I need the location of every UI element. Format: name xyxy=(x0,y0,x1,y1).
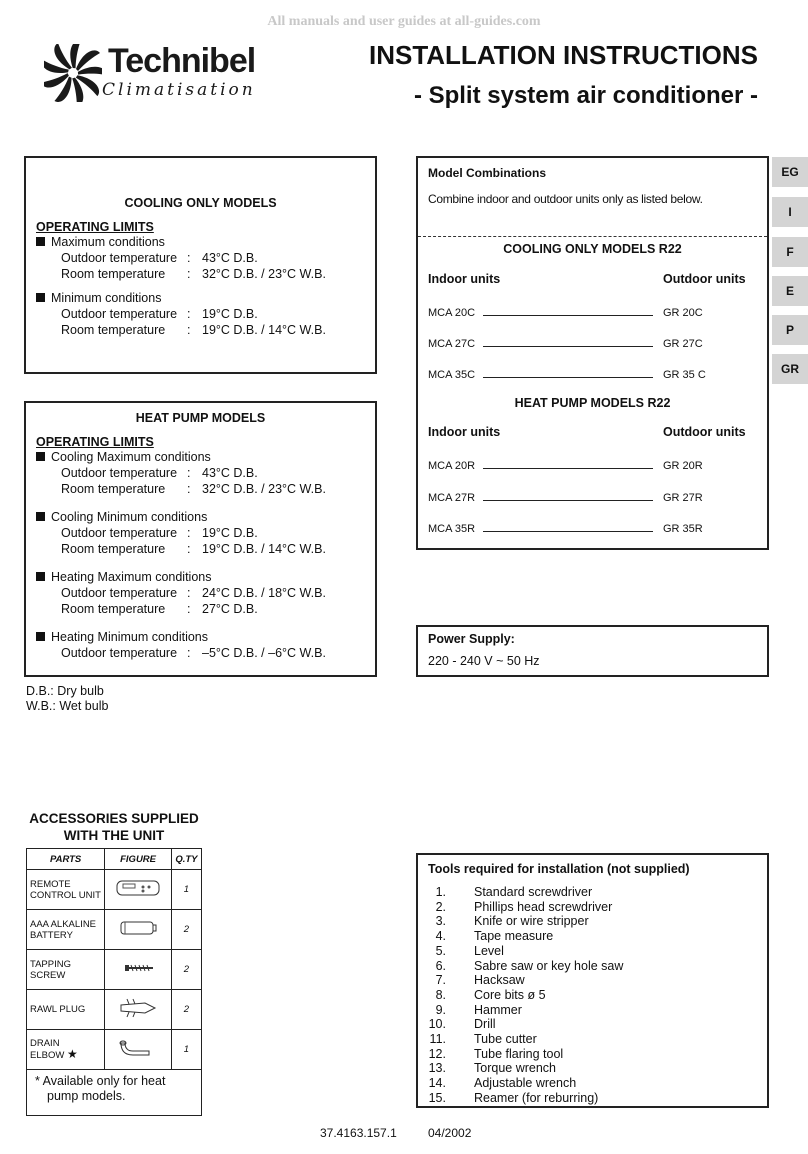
heat-cmax-title: Cooling Maximum conditions xyxy=(51,450,211,464)
indoor-unit: MCA 27C xyxy=(428,338,476,350)
table-row xyxy=(27,950,202,990)
table-row xyxy=(27,910,202,950)
accessories-title xyxy=(26,810,202,844)
outdoor-header: Outdoor units xyxy=(663,272,746,286)
cooling-min-room-label: Room temperature xyxy=(61,323,166,337)
tool-number: 5. xyxy=(435,943,446,958)
heat-cmax-room-value: 32°C D.B. / 23°C W.B. xyxy=(202,482,326,496)
heat-pump-box xyxy=(24,401,377,677)
tool-number: 11. xyxy=(429,1032,446,1046)
cooling-max-title: Maximum conditions xyxy=(51,235,165,249)
tool-name: Drill xyxy=(474,1017,496,1032)
brand-name: Technibel xyxy=(108,42,256,80)
tool-number: 12. xyxy=(428,1046,446,1061)
tab-e[interactable]: E xyxy=(772,276,808,306)
part-name-line1: TAPPING xyxy=(30,958,71,970)
tool-name: Torque wrench xyxy=(474,1061,556,1076)
heat-hmin-outdoor-value: –5°C D.B. / –6°C W.B. xyxy=(202,646,326,660)
qty-value: 1 xyxy=(171,1030,201,1070)
tool-name: Hammer xyxy=(474,1002,522,1017)
heat-hmax-room-value: 27°C D.B. xyxy=(202,602,258,616)
tab-p[interactable]: P xyxy=(772,315,808,345)
remote-control-icon xyxy=(105,870,172,910)
drain-elbow-icon xyxy=(105,1030,172,1070)
power-supply-box xyxy=(416,625,769,677)
outdoor-header: Outdoor units xyxy=(663,425,746,439)
tools-box xyxy=(416,853,769,1108)
document-date: 04/2002 xyxy=(428,1126,472,1140)
tab-gr[interactable]: GR xyxy=(772,354,808,384)
part-name-line1: DRAIN xyxy=(30,1038,60,1049)
tool-number: 7. xyxy=(435,973,446,988)
footnote-row xyxy=(27,1070,202,1116)
tool-name: Knife or wire stripper xyxy=(474,914,589,929)
combination-row xyxy=(428,522,758,536)
brand-subtitle: Climatisation xyxy=(102,80,256,100)
bullet-square-icon xyxy=(36,632,45,641)
tab-i[interactable]: I xyxy=(772,197,808,227)
combination-row xyxy=(428,306,758,320)
qty-value: 2 xyxy=(171,910,201,950)
part-name-line1: RAWL PLUG xyxy=(30,1004,86,1015)
combination-row xyxy=(428,491,758,505)
tool-number: 4. xyxy=(435,929,446,944)
heat-hmin-title: Heating Minimum conditions xyxy=(51,630,209,644)
connector-line xyxy=(483,346,653,347)
tool-name: Adjustable wrench xyxy=(474,1076,577,1091)
connector-line xyxy=(483,315,653,316)
colon: : xyxy=(187,542,191,556)
document-code: 37.4163.157.1 xyxy=(320,1126,397,1140)
tools-title: Tools required for installation (not supplied) xyxy=(428,862,690,876)
heat-cmin-outdoor-label: Outdoor temperature xyxy=(61,526,178,540)
colon: : xyxy=(187,646,191,660)
tool-name: Tape measure xyxy=(474,929,554,944)
heat-hmax-outdoor-label: Outdoor temperature xyxy=(61,586,178,600)
table-header-row xyxy=(27,849,202,870)
colon: : xyxy=(187,602,191,616)
heat-cmax-room-label: Room temperature xyxy=(61,482,166,496)
outdoor-unit: GR 20C xyxy=(663,307,703,319)
tool-number: 14. xyxy=(428,1076,446,1091)
bullet-square-icon xyxy=(36,572,45,581)
star-icon: ★ xyxy=(66,1047,78,1061)
tab-f[interactable]: F xyxy=(772,237,808,267)
indoor-unit: MCA 35R xyxy=(428,523,476,535)
cooling-max-room-label: Room temperature xyxy=(61,267,166,281)
heat-cmin-room-value: 19°C D.B. / 14°C W.B. xyxy=(202,542,326,556)
tab-eg[interactable]: EG xyxy=(772,157,808,187)
accessories-footnote xyxy=(27,1070,202,1116)
accessories-table xyxy=(26,848,202,1116)
cooling-limits-title: OPERATING LIMITS xyxy=(36,220,154,234)
cooling-min-title: Minimum conditions xyxy=(51,291,162,305)
colon: : xyxy=(187,323,191,337)
heat-hmin-outdoor-label: Outdoor temperature xyxy=(61,646,178,660)
qty-value: 2 xyxy=(171,990,201,1030)
outdoor-unit: GR 27R xyxy=(663,492,703,504)
dashed-divider xyxy=(418,236,767,237)
tool-number: 13. xyxy=(428,1061,446,1076)
footnote-line1: * Available only for heat xyxy=(35,1074,166,1088)
bullet-square-icon xyxy=(36,293,45,302)
model-combinations-note: Combine indoor and outdoor units only as listed below. xyxy=(428,192,703,206)
page-subtitle: - Split system air conditioner - xyxy=(413,82,758,109)
parts-header: PARTS xyxy=(27,849,105,870)
heat-cmin-title: Cooling Minimum conditions xyxy=(51,510,208,524)
indoor-header: Indoor units xyxy=(428,272,501,286)
accessories-title-line2: WITH THE UNIT xyxy=(63,828,165,843)
power-value: 220 - 240 V ~ 50 Hz xyxy=(428,654,540,668)
legend-wb: W.B.: Wet bulb xyxy=(26,699,109,713)
page-title: INSTALLATION INSTRUCTIONS xyxy=(368,40,758,70)
part-name xyxy=(27,950,105,990)
colon: : xyxy=(187,251,191,265)
tool-number: 3. xyxy=(435,914,446,929)
cooling-min-outdoor-label: Outdoor temperature xyxy=(61,307,178,321)
screw-icon xyxy=(105,950,172,990)
cooling-r22-title: COOLING ONLY MODELS R22 xyxy=(503,242,682,256)
tool-name: Phillips head screwdriver xyxy=(474,899,613,914)
combination-row xyxy=(428,459,758,473)
heat-cmin-room-label: Room temperature xyxy=(61,542,166,556)
figure-header: FIGURE xyxy=(105,849,172,870)
tool-name: Hacksaw xyxy=(474,973,525,988)
tool-number: 2. xyxy=(435,899,446,914)
part-name-line2: BATTERY xyxy=(30,929,73,941)
heat-limits-title: OPERATING LIMITS xyxy=(36,435,154,449)
footnote-line2: pump models. xyxy=(47,1089,126,1103)
accessories-title-line1: ACCESSORIES SUPPLIED xyxy=(29,811,199,826)
table-row xyxy=(27,870,202,910)
model-combinations-box xyxy=(416,156,769,550)
indoor-header: Indoor units xyxy=(428,425,501,439)
colon: : xyxy=(187,466,191,480)
connector-line xyxy=(483,468,653,469)
cooling-min-outdoor-value: 19°C D.B. xyxy=(202,307,258,321)
technibel-logo-icon xyxy=(44,44,102,102)
table-row xyxy=(27,1030,202,1070)
cooling-max-outdoor-label: Outdoor temperature xyxy=(61,251,178,265)
bullet-square-icon xyxy=(36,237,45,246)
heat-hmax-room-label: Room temperature xyxy=(61,602,166,616)
part-name-line1: REMOTE xyxy=(30,878,71,890)
qty-header: Q.TY xyxy=(171,849,201,870)
heat-box-title: HEAT PUMP MODELS xyxy=(135,411,266,425)
legend-db: D.B.: Dry bulb xyxy=(26,684,104,698)
tool-number: 10. xyxy=(428,1017,446,1032)
qty-value: 2 xyxy=(171,950,201,990)
indoor-unit: MCA 20R xyxy=(428,460,476,472)
heat-hmax-title: Heating Maximum conditions xyxy=(51,570,212,584)
colon: : xyxy=(187,267,191,281)
outdoor-unit: GR 20R xyxy=(663,460,703,472)
heat-cmax-outdoor-value: 43°C D.B. xyxy=(202,466,258,480)
connector-line xyxy=(483,377,653,378)
tool-name: Core bits ø 5 xyxy=(474,987,546,1002)
heat-cmax-outdoor-label: Outdoor temperature xyxy=(61,466,178,480)
model-combinations-title: Model Combinations xyxy=(428,166,546,180)
indoor-unit: MCA 27R xyxy=(428,492,476,504)
legend xyxy=(26,684,108,714)
part-name xyxy=(27,990,105,1030)
tool-name: Level xyxy=(474,943,504,958)
tool-name: Standard screwdriver xyxy=(474,885,593,899)
colon: : xyxy=(187,586,191,600)
colon: : xyxy=(187,482,191,496)
tool-number: 8. xyxy=(435,987,446,1002)
battery-icon xyxy=(105,910,172,950)
part-name xyxy=(27,910,105,950)
outdoor-unit: GR 27C xyxy=(663,338,703,350)
tool-number: 6. xyxy=(435,958,446,973)
outdoor-unit: GR 35 C xyxy=(663,369,706,381)
outdoor-unit: GR 35R xyxy=(663,523,703,535)
cooling-max-room-value: 32°C D.B. / 23°C W.B. xyxy=(202,267,326,281)
cooling-only-box xyxy=(24,156,377,374)
combination-row xyxy=(428,368,758,382)
tool-name: Tube flaring tool xyxy=(474,1046,564,1061)
heat-hmax-outdoor-value: 24°C D.B. / 18°C W.B. xyxy=(202,586,326,600)
connector-line xyxy=(483,531,653,532)
bullet-square-icon xyxy=(36,452,45,461)
cooling-box-title: COOLING ONLY MODELS xyxy=(124,196,277,210)
tool-number: 9. xyxy=(435,1002,446,1017)
colon: : xyxy=(187,307,191,321)
tool-number: 15. xyxy=(428,1090,446,1105)
part-name-line2: CONTROL UNIT xyxy=(30,889,101,901)
part-name-line1: AAA ALKALINE xyxy=(30,918,97,930)
part-name-line2: ELBOW xyxy=(30,1050,65,1061)
part-name xyxy=(27,1030,105,1070)
qty-value: 1 xyxy=(171,870,201,910)
cooling-min-room-value: 19°C D.B. / 14°C W.B. xyxy=(202,323,326,337)
heat-cmin-outdoor-value: 19°C D.B. xyxy=(202,526,258,540)
bullet-square-icon xyxy=(36,512,45,521)
heat-r22-title: HEAT PUMP MODELS R22 xyxy=(514,396,671,410)
tool-name: Tube cutter xyxy=(474,1032,537,1046)
indoor-unit: MCA 20C xyxy=(428,307,476,319)
colon: : xyxy=(187,526,191,540)
tool-name: Sabre saw or key hole saw xyxy=(474,958,624,973)
watermark: All manuals and user guides at all-guides.com xyxy=(267,14,541,29)
table-row xyxy=(27,990,202,1030)
connector-line xyxy=(483,500,653,501)
tool-name: Reamer (for reburring) xyxy=(474,1090,599,1105)
part-name xyxy=(27,870,105,910)
combination-row xyxy=(428,337,758,351)
tool-number: 1. xyxy=(435,885,446,899)
cooling-max-outdoor-value: 43°C D.B. xyxy=(202,251,258,265)
indoor-unit: MCA 35C xyxy=(428,369,476,381)
power-title: Power Supply: xyxy=(428,632,515,646)
rawl-plug-icon xyxy=(105,990,172,1030)
part-name-line2: SCREW xyxy=(30,969,66,981)
